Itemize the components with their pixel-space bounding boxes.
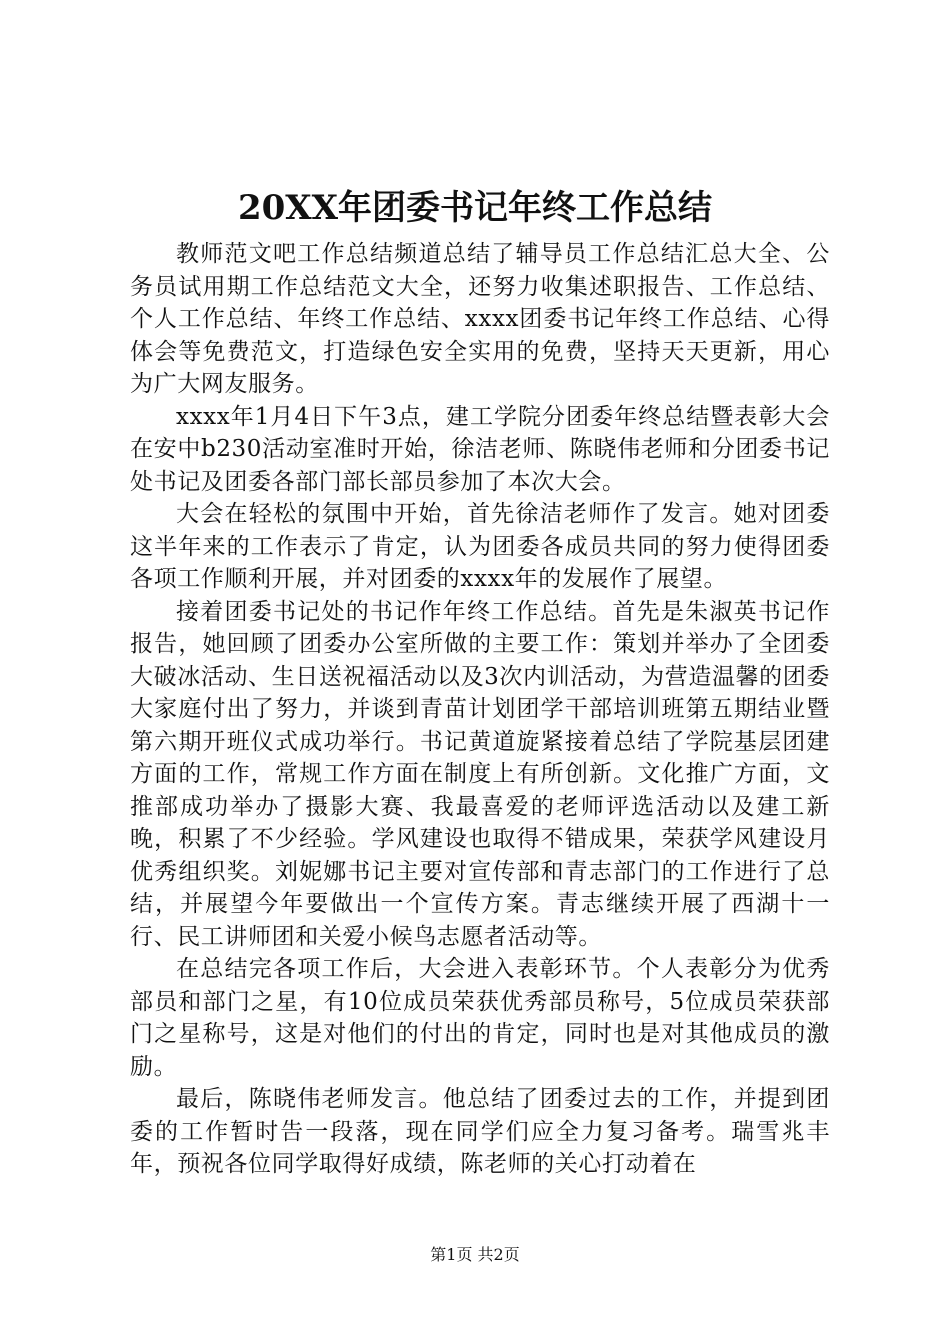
paragraph-intro: 教师范文吧工作总结频道总结了辅导员工作总结汇总大全、公务员试用期工作总结范文大全，还努力收集述职报告、工作总结、个人工作总结、年终工作总结、xxxx团委书记年终工作总结、心得体会等免费范文，打造绿色安全实用的免费，坚持天天更新，用心为广大网友服务。	[130, 241, 830, 397]
page-number-footer: 第1页 共2页	[430, 1245, 520, 1264]
paragraph-secretary-summary: 接着团委书记处的书记作年终工作总结。首先是朱淑英书记作报告，她回顾了团委办公室所做的主要工作：策划并举办了全团委大破冰活动、生日送祝福活动以及3次内训活动，为营造温馨的团委大家庭付出了努力，并谈到青苗计划团学干部培训班第五期结业暨第六期开班仪式成功举行。书记黄道旋紧接着总结了学院基层团建方面的工作，常规工作方面在制度上有所创新。文化推广方面，文推部成功举办了摄影大赛、我最喜爱的老师评选活动以及建工新晚，积累了不少经验。学风建设也取得不错成果，荣获学风建设月优秀组织奖。刘妮娜书记主要对宣传部和青志部门的工作进行了总结，并展望今年要做出一个宣传方案。青志继续开展了西湖十一行、民工讲师团和关爱小候鸟志愿者活动等。	[130, 598, 830, 950]
document-title: 20XX年团委书记年终工作总结	[237, 188, 713, 228]
paragraph-meeting-start: xxxx年1月4日下午3点，建工学院分团委年终总结暨表彰大会在安中b230活动室准时开始，徐洁老师、陈晓伟老师和分团委书记处书记及团委各部门部长部员参加了本次大会。	[130, 403, 830, 495]
paragraph-awards: 在总结完各项工作后，大会进入表彰环节。个人表彰分为优秀部员和部门之星，有10位成员荣获优秀部员称号，5位成员荣获部门之星称号，这是对他们的付出的肯定，同时也是对其他成员的激励。	[130, 956, 830, 1080]
document-body	[130, 238, 830, 1181]
paragraph-closing: 最后，陈晓伟老师发言。他总结了团委过去的工作，并提到团委的工作暂时告一段落，现在同学们应全力复习备考。瑞雪兆丰年，预祝各位同学取得好成绩，陈老师的关心打动着在	[130, 1086, 830, 1177]
paragraph-teacher-speech: 大会在轻松的氛围中开始，首先徐洁老师作了发言。她对团委这半年来的工作表示了肯定，认为团委各成员共同的努力使得团委各项工作顺利开展，并对团委的xxxx年的发展作了展望。	[130, 501, 830, 592]
